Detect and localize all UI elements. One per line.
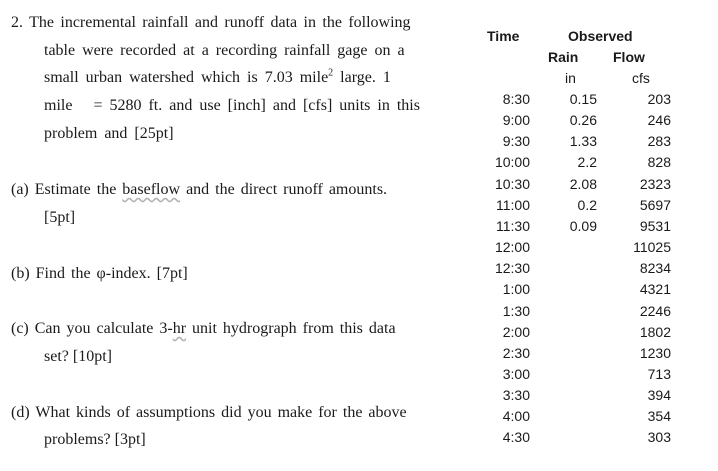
row-rain: 0.15: [569, 91, 597, 107]
row-flow: 283: [647, 133, 671, 150]
row-time: 2:30: [502, 344, 530, 361]
row-flow: 354: [647, 408, 671, 425]
row-time: 9:30: [502, 133, 530, 150]
part-c-flagged-word: hr: [172, 320, 187, 337]
row-time: 11:00: [496, 196, 530, 213]
row-rain: 2.08: [569, 175, 597, 192]
row-time: 1:30: [502, 302, 530, 319]
part-b-line-1: (b) Find the φ-index. [7pt]: [11, 265, 188, 282]
part-a-text-tail: and the direct runoff amounts.: [180, 181, 388, 198]
row-rain: 1.33: [569, 133, 597, 150]
row-flow: 713: [647, 365, 671, 382]
part-c-line-2: set? [10pt]: [44, 348, 112, 365]
row-flow: 8234: [639, 260, 671, 277]
row-flow: 2323: [639, 175, 671, 192]
unit-rain: in: [565, 70, 576, 86]
row-time: 12:00: [494, 239, 530, 255]
row-flow: 828: [647, 154, 671, 171]
row-time: 11:30: [496, 217, 530, 234]
part-c-line-1: [11, 320, 396, 338]
row-flow: 2246: [639, 302, 671, 319]
intro-line-3: [44, 69, 391, 87]
part-a-flagged-word: baseflow: [122, 181, 181, 198]
row-time: 4:00: [502, 408, 530, 425]
row-time: 4:30: [502, 429, 530, 446]
row-flow: 1230: [639, 344, 671, 361]
row-flow: 246: [647, 112, 671, 129]
row-time: 12:30: [494, 260, 530, 277]
row-rain: 0.26: [569, 112, 597, 129]
row-flow: 1802: [639, 323, 671, 340]
row-time: 8:30: [502, 91, 530, 107]
unit-flow: cfs: [632, 70, 650, 86]
row-time: 3:30: [502, 387, 530, 404]
row-flow: 303: [647, 429, 671, 446]
row-flow: 11025: [633, 239, 671, 255]
intro-line-2: table were recorded at a recording rainfall gage on a: [44, 42, 405, 59]
header-flow: Flow: [613, 49, 645, 65]
part-d-line-2: problems? [3pt]: [44, 431, 146, 448]
intro-line-4: mile = 5280 ft. and use [inch] and [cfs] units in this: [44, 97, 420, 114]
row-time: 10:30: [494, 175, 530, 192]
part-a-line-1: [11, 181, 387, 199]
row-time: 2:00: [502, 323, 530, 340]
header-observed: Observed: [568, 28, 633, 44]
row-flow: 5697: [639, 196, 671, 213]
row-flow: 203: [647, 91, 671, 107]
header-time: Time: [487, 28, 520, 44]
watershed-area-tail: large. 1: [333, 69, 391, 86]
area-unit-superscript: 2: [328, 67, 334, 79]
row-flow: 4321: [639, 281, 671, 298]
row-time: 1:00: [502, 281, 530, 298]
part-a-line-2: [5pt]: [44, 209, 76, 226]
row-rain: 0.2: [577, 196, 597, 213]
part-d-line-1: (d) What kinds of assumptions did you make for the above: [11, 404, 407, 421]
header-rain: Rain: [548, 49, 579, 65]
row-rain: 0.09: [569, 217, 597, 234]
part-a-text: (a) Estimate the: [11, 181, 123, 198]
watershed-area-text: small urban watershed which is 7.03 mile: [44, 69, 329, 86]
intro-line-5: problem and [25pt]: [44, 125, 174, 142]
intro-line-1: 2. The incremental rainfall and runoff data in the following: [11, 14, 411, 31]
row-flow: 394: [647, 387, 671, 404]
row-time: 10:00: [494, 154, 530, 171]
row-flow: 9531: [639, 217, 671, 234]
part-c-text-tail: unit hydrograph from this data: [186, 320, 396, 337]
row-rain: 2.2: [577, 154, 597, 171]
row-time: 3:00: [502, 365, 530, 382]
row-time: 9:00: [502, 112, 530, 129]
part-c-text: (c) Can you calculate 3-: [11, 320, 173, 337]
